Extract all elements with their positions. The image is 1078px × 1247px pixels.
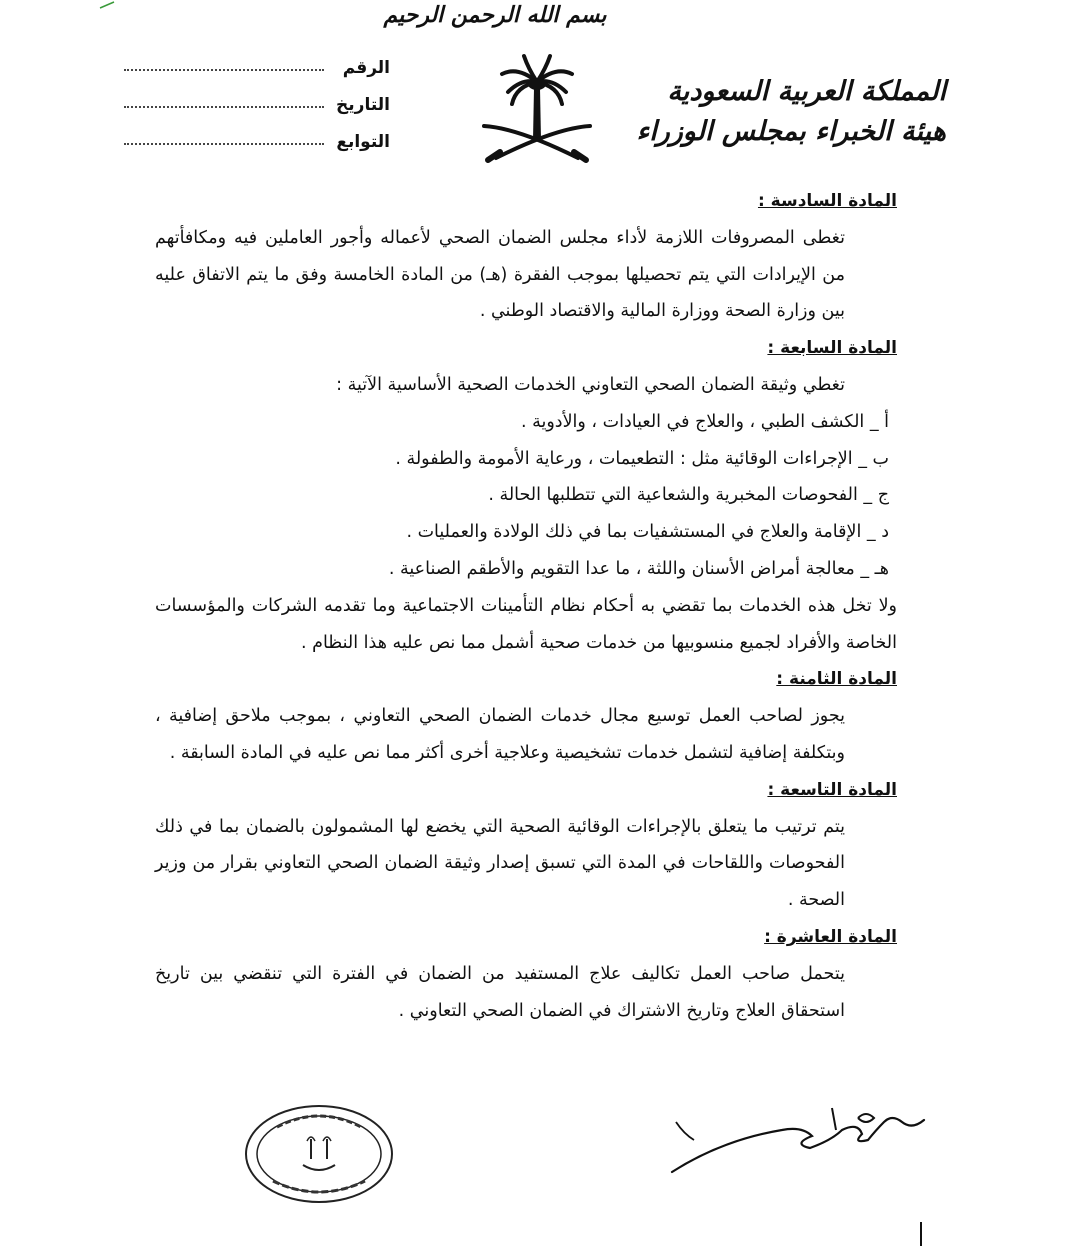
handwritten-signature [662, 1100, 937, 1180]
article-6-text: تغطى المصروفات اللازمة لأداء مجلس الضمان الصحي لأعماله وأجور العاملين فيه ومكافأتهم من الإيرادات التي يتم تحصيلها بموجب الفقرة (هـ) من المادة الخامسة وفق ما يتم الاتفاق عليه بين وزارة الصحة ووزارة المالية والاقتصاد الوطني . [155, 227, 845, 322]
article-8-text: يجوز لصاحب العمل توسيع مجال خدمات الضمان الصحي التعاوني ، بموجب ملاحق إضافية ، وبتكلفة إضافية لتشمل خدمات تشخيصية وعلاجية أخرى أكثر مما نص عليه في المادة السابقة . [155, 706, 845, 763]
document-body [155, 183, 897, 1029]
article-7-item-d: د _ الإقامة والعلاج في المستشفيات بما في ذلك الولادة والعمليات . [406, 522, 889, 543]
meta-label-date: التاريخ [336, 95, 390, 115]
org-line-2: هيئة الخبراء بمجلس الوزراء [636, 116, 946, 147]
saudi-emblem-icon [478, 48, 596, 166]
meta-number-row [120, 58, 390, 95]
org-line-1: المملكة العربية السعودية [667, 76, 946, 107]
official-seal-icon [243, 1103, 395, 1205]
article-7-intro: تغطي وثيقة الضمان الصحي التعاوني الخدمات الصحية الأساسية الآتية : [336, 374, 845, 395]
meta-field-number [124, 69, 324, 71]
article-7-item-b: ب _ الإجراءات الوقائية مثل : التطعيمات ، ورعاية الأمومة والطفولة . [395, 448, 889, 469]
article-8-heading: المادة الثامنة : [776, 669, 897, 690]
article-9-text: يتم ترتيب ما يتعلق بالإجراءات الوقائية الصحية التي يخضع لها المشمولون بالضمان بما في ذلك الفحوصات واللقاحات في المدة التي تسبق إصدار وثيقة الضمان الصحي التعاوني بقرار من وزير الصحة . [155, 816, 845, 911]
article-7-heading: المادة السابعة : [767, 338, 897, 359]
article-9-heading: المادة التاسعة : [767, 779, 897, 800]
meta-date-row [120, 95, 390, 132]
meta-field-date [124, 106, 324, 108]
meta-attachments-row [120, 132, 390, 169]
article-6-heading: المادة السادسة : [757, 191, 897, 211]
organization-name [636, 72, 946, 152]
article-10-heading: المادة العاشرة : [764, 926, 897, 947]
basmala: بسم الله الرحمن الرحيم [383, 2, 607, 28]
meta-label-attachments: التوابع [336, 132, 390, 152]
document-meta [120, 58, 390, 169]
article-7-item-c: ج _ الفحوصات المخبرية والشعاعية التي تتطلبها الحالة . [488, 485, 889, 506]
article-7-closing: ولا تخل هذه الخدمات بما تقضي به أحكام نظام التأمينات الاجتماعية وما تقدمه الشركات والمؤسسات الخاصة والأفراد لجميع منسوبيها من خدمات صحية أشمل مما نص عليه هذا النظام . [155, 595, 897, 653]
corner-mark [98, 0, 116, 10]
article-7-item-a: أ _ الكشف الطبي ، والعلاج في العيادات ، والأدوية . [520, 411, 889, 432]
article-10-text: يتحمل صاحب العمل تكاليف علاج المستفيد من الضمان في الفترة التي تنقضي بين تاريخ استحقاق العلاج وتاريخ الاشتراك في الضمان الصحي التعاوني . [155, 963, 845, 1021]
meta-field-attachments [124, 143, 324, 145]
article-7-item-e: هـ _ معالجة أمراض الأسنان واللثة ، ما عدا التقويم والأطقم الصناعية . [388, 558, 889, 579]
margin-mark [918, 1222, 924, 1246]
meta-label-number: الرقم [342, 58, 390, 78]
